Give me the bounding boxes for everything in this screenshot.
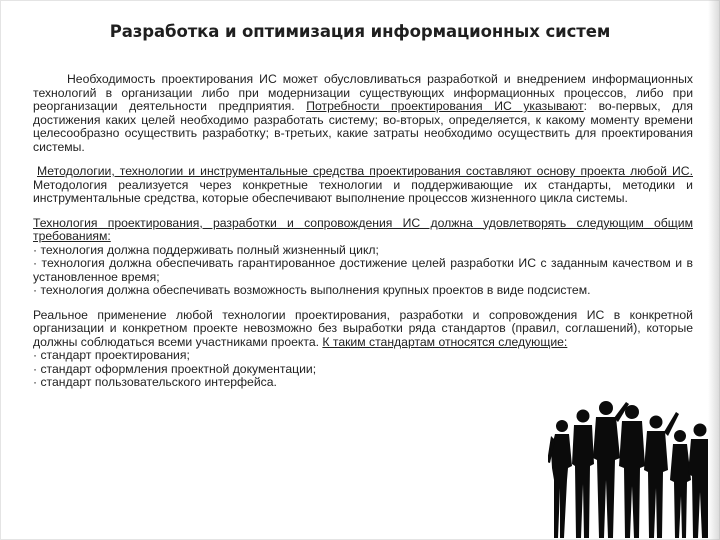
paragraph-text: : во-первых, для достижения каких целей необходимо разработать систему; во-вторых, определяется, к какому моменту времени целесообразно осуществить разработку; в-третьих, какие затраты необходимо осуществить для проектирования системы. (33, 99, 694, 154)
paragraph-standards (33, 309, 693, 390)
paragraph-methodologies (33, 165, 693, 206)
silhouette-figure (572, 410, 594, 539)
list-item: · технология должна обеспечивать возможность выполнения крупных проектов в виде подсистем. (33, 283, 591, 297)
standards-intro (33, 309, 693, 350)
list-item: · стандарт оформления проектной документации; (33, 361, 317, 376)
paragraph-text: Методология реализуется через конкретные технологии и поддерживающие их стандарты, методики и инструментальные средства, которые обеспечивают выполнение процессов жизненного цикла системы. (33, 177, 693, 205)
silhouette-figure (670, 430, 691, 538)
paragraph-text: Реальное применение любой технологии проектирования, разработки и сопровождения ИС в конкретной организации и конкретном проекте невозможно без выработки ряда стандартов (правил, соглашений), которые должны соблюдаться всеми участниками проекта. (33, 307, 693, 349)
list-item: · стандарт проектирования; (33, 348, 190, 362)
list-item: · технология должна поддерживать полный жизненный цикл; (33, 242, 379, 257)
list-item: · технология должна обеспечивать гарантированное достижение целей разработки ИС с заданным качеством и в установленное время; (33, 256, 693, 284)
paragraph-text: Необходимость проектирования ИС может обусловливаться разработкой и внедрением информационных технологий в организации либо при модернизации существующих информационных процессов, либо при реорганизации деятельности предприятия. (33, 72, 693, 113)
underlined-phrase: Потребности проектирования ИС указывают (306, 99, 584, 113)
silhouette-figure (688, 424, 708, 539)
list-item: · стандарт пользовательского интерфейса. (33, 375, 277, 389)
slide-edge-shadow (708, 0, 720, 540)
silhouette-figure (619, 405, 645, 538)
paragraph-need-for-design (33, 73, 693, 154)
paragraph-requirements (33, 217, 693, 298)
slide-body (33, 73, 693, 390)
underlined-phrase: К таким стандартам относятся следующие: (322, 334, 568, 349)
slide-title: Разработка и оптимизация информационных систем (109, 22, 611, 41)
silhouette-figure (548, 420, 572, 538)
business-people-silhouette-image (548, 388, 708, 538)
underlined-phrase: Методологии, технологии и инструментальные средства проектирования составляют основу проекта любой ИС. (37, 164, 693, 178)
requirements-heading: Технология проектирования, разработки и сопровождения ИС должна удовлетворять следующим общим требованиям: (33, 215, 693, 243)
